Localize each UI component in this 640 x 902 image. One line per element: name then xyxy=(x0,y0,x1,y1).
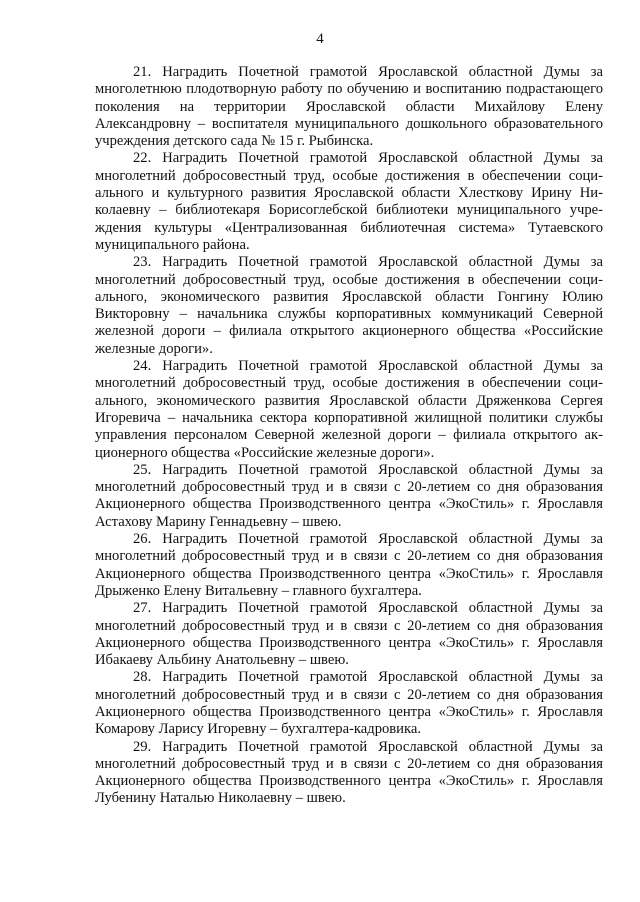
resolution-item-25: 25. Наградить Почетной грамотой Ярославской областной Думы за многолетний добросовестный труд и в связи с 20-летием со дня образования Акционерного общества Производственного центра «ЭкоСтиль» г. Ярославля Астахову Марину Геннадьевну – швею. xyxy=(95,461,603,530)
resolution-item-21: 21. Наградить Почетной грамотой Ярославской областной Думы за многолетнюю плодотворную работу по обучению и воспитанию подрастающего поколения на территории Ярославской области Михайлову Елену Александровну – воспитателя муниципального дошкольного образовательного учреждения детского сада № 15 г. Рыбинска. xyxy=(95,64,603,150)
resolution-item-26: 26. Наградить Почетной грамотой Ярославской областной Думы за многолетний добросовестный труд и в связи с 20-летием со дня образования Акционерного общества Производственного центра «ЭкоСтиль» г. Ярославля Дрыженко Елену Витальевну – главного бухгалтера. xyxy=(95,531,603,599)
resolution-item-28: 28. Наградить Почетной грамотой Ярославской областной Думы за многолетний добросовестный труд и в связи с 20-летием со дня образования Акционерного общества Производственного центра «ЭкоСтиль» г. Ярославля Комарову Ларису Игоревну – бухгалтера-кадровика. xyxy=(95,669,603,738)
resolution-item-24: 24. Наградить Почетной грамотой Ярославской областной Думы за многолетний добросовестный труд, особые достижения в обеспечении социального, экономического развития Ярославской области Дряженкова Сергея Игоревича – начальника сектора корпоративной жилищной политики службы управления персоналом Северной железной дороги – филиала открытого акционерного общества «Российские железные дороги». xyxy=(95,358,603,461)
document-body xyxy=(95,64,603,808)
resolution-item-23: 23. Наградить Почетной грамотой Ярославской областной Думы за многолетний добросовестный труд, особые достижения в обеспечении социального, экономического развития Ярославской области Гонгину Юлию Викторовну – начальника службы корпоративных коммуникаций Северной железной дороги – филиала открытого акционерного общества «Российские железные дороги». xyxy=(95,254,603,357)
resolution-item-29: 29. Наградить Почетной грамотой Ярославской областной Думы за многолетний добросовестный труд и в связи с 20-летием со дня образования Акционерного общества Производственного центра «ЭкоСтиль» г. Ярославля Лубенину Наталью Николаевну – швею. xyxy=(95,738,603,807)
resolution-item-22: 22. Наградить Почетной грамотой Ярославской областной Думы за многолетний добросовестный труд, особые достижения в обеспечении социального и культурного развития Ярославской области Хлесткову Ирину Николаевну – библиотекаря Борисоглебской библиотеки муниципального учреждения культуры «Централизованная библиотечная система» Тутаевского муниципального района. xyxy=(95,150,603,253)
resolution-item-27: 27. Наградить Почетной грамотой Ярославской областной Думы за многолетний добросовестный труд и в связи с 20-летием со дня образования Акционерного общества Производственного центра «ЭкоСтиль» г. Ярославля Ибакаеву Альбину Анатольевну – швею. xyxy=(95,600,603,669)
page-number: 4 xyxy=(316,31,324,47)
